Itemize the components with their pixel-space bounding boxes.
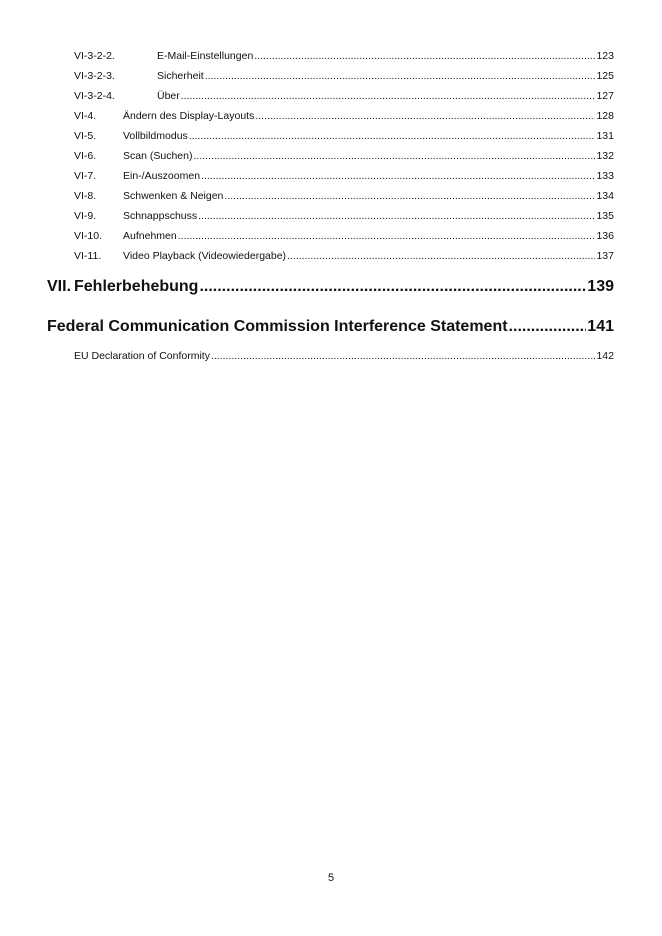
toc-entry-page: 139 [587,278,614,295]
toc-entry-page: 131 [596,130,614,142]
dot-leader [193,148,595,164]
toc-entry-number: VI-3-2-2. [74,50,115,62]
toc-entry-number: VI-5. [74,130,97,142]
toc-entry-title: Sicherheit [157,70,204,82]
toc-entry-title: Video Playback (Videowiedergabe) [123,250,287,262]
toc-entry-page: 142 [596,350,614,362]
toc-entry-page: 133 [596,170,614,182]
toc-entry-page: 141 [587,318,614,335]
toc-entry-title: Vollbildmodus [123,130,188,142]
toc-entry[interactable] [74,188,614,204]
toc-entry-number: VII. [47,278,72,295]
dot-leader [224,188,595,204]
toc-entry-title: Schnappschuss [123,210,198,222]
dot-leader [205,68,596,84]
dot-leader [201,168,595,184]
toc-entry[interactable] [74,208,614,224]
toc-chapter-entry[interactable] [47,316,614,338]
toc-entry-number: VI-3-2-4. [74,90,115,102]
dot-leader [189,128,596,144]
toc-entry[interactable] [74,248,614,264]
toc-entry-page: 134 [596,190,614,202]
toc-entry[interactable] [74,128,614,144]
toc-entry-title: Federal Communication Commission Interference Statement [47,318,508,335]
toc-entry-title: Scan (Suchen) [123,150,193,162]
toc-entry[interactable] [74,228,614,244]
dot-leader [255,108,595,124]
toc-entry-title: EU Declaration of Conformity [74,350,210,362]
dot-leader [287,248,595,264]
toc-entry[interactable] [74,348,614,364]
dot-leader [181,88,596,104]
toc-entry-title: Fehlerbehebung [74,278,199,295]
toc-entry[interactable] [74,68,614,84]
toc-entry-title: Aufnehmen [123,230,177,242]
toc-entry-page: 132 [596,150,614,162]
toc-entry-number: VI-3-2-3. [74,70,115,82]
toc-entry[interactable] [74,108,614,124]
page-number: 5 [327,872,335,884]
dot-leader [254,48,595,64]
toc-entry-number: VI-9. [74,210,97,222]
dot-leader [178,228,596,244]
toc-entry-page: 137 [596,250,614,262]
toc-entry-number: VI-4. [74,110,97,122]
toc-entry-number: VI-10. [74,230,103,242]
dot-leader [211,348,596,364]
toc-entry-page: 125 [596,70,614,82]
toc-entry-title: Über [157,90,180,102]
toc-entry-title: Schwenken & Neigen [123,190,224,202]
toc-entry-page: 135 [596,210,614,222]
toc-entry[interactable] [74,148,614,164]
toc-entry-title: Ändern des Display-Layouts [123,110,255,122]
toc-entry-title: Ein-/Auszoomen [123,170,201,182]
toc-entry[interactable] [74,48,614,64]
toc-entry-page: 127 [596,90,614,102]
toc-chapter-entry[interactable] [47,276,614,298]
dot-leader [509,316,587,338]
toc-entry-number: VI-6. [74,150,97,162]
toc-entry-page: 136 [596,230,614,242]
toc-entry-title: E-Mail-Einstellungen [157,50,254,62]
toc-entry[interactable] [74,88,614,104]
toc-entry-number: VI-11. [74,250,102,262]
toc-entry[interactable] [74,168,614,184]
toc-entry-number: VI-7. [74,170,97,182]
toc-entry-page: 123 [596,50,614,62]
dot-leader [198,208,595,224]
toc-entry-number: VI-8. [74,190,97,202]
dot-leader [199,276,586,298]
toc-entry-page: 128 [596,110,614,122]
